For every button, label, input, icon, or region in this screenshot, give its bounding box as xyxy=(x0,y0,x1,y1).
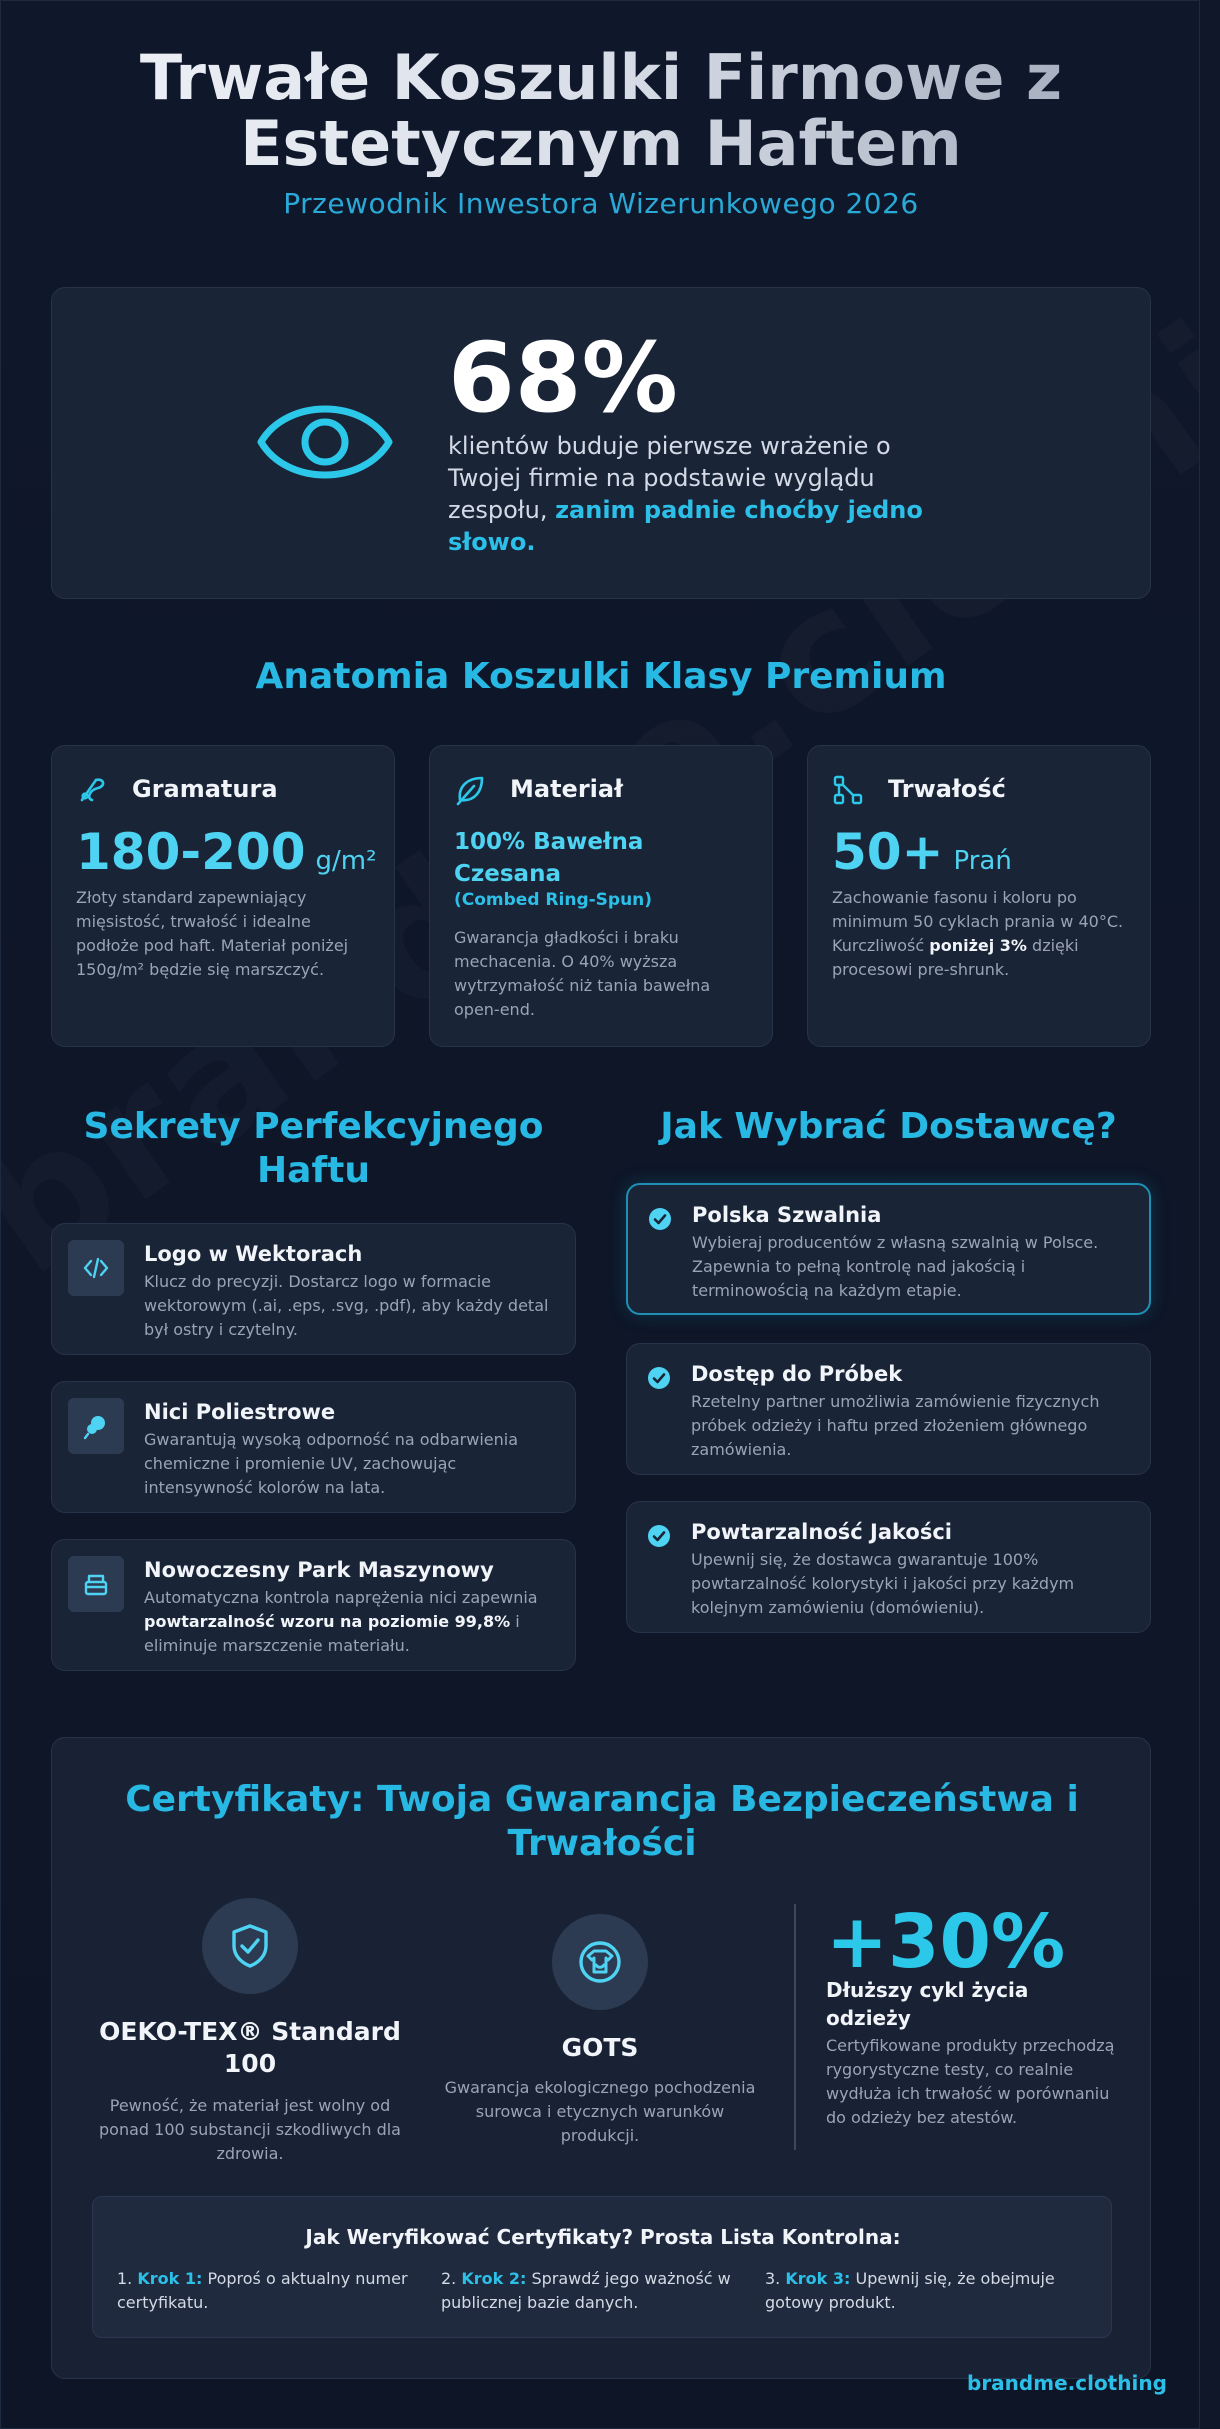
supplier-item xyxy=(626,1183,1151,1315)
embroidery-item xyxy=(51,1381,576,1513)
life-desc: Certyfikowane produkty przechodzą rygorystyczne testy, co realnie wydłuża ich trwałość w porównaniu do odzieży bez atestów. xyxy=(826,2036,1115,2127)
supplier-item xyxy=(626,1343,1151,1475)
checklist-step xyxy=(765,2267,1075,2315)
tshirt-icon xyxy=(576,1938,624,1986)
machine-icon xyxy=(82,1570,110,1598)
step-num: 2. xyxy=(441,2269,457,2288)
life-value: +30% xyxy=(826,1899,1066,1985)
eye-icon xyxy=(257,392,393,492)
checklist-step xyxy=(441,2267,751,2315)
icon-tile xyxy=(68,1398,124,1454)
supplier-title: Jak Wybrać Dostawcę? xyxy=(660,1106,1117,1147)
scissors-icon xyxy=(832,774,864,806)
step-text: Upewnij się, że obejmuje gotowy produkt. xyxy=(765,2269,1055,2312)
embroidery-item xyxy=(51,1223,576,1355)
embroidery-title: Sekrety Perfekcyjnego Haftu xyxy=(83,1106,544,1191)
card-title: Gramatura xyxy=(132,775,278,803)
card-subtitle: (Combed Ring-Spun) xyxy=(454,890,653,910)
code-icon xyxy=(82,1254,110,1282)
check-circle-icon xyxy=(647,1366,671,1390)
item-title: Nowoczesny Park Maszynowy xyxy=(144,1558,494,1582)
stat-value: 68% xyxy=(448,322,678,434)
title-line-1: Trwałe Koszulki Firmowe z xyxy=(139,41,1063,114)
supplier-item-desc: Rzetelny partner umożliwia zamówienie fizycznych próbek odzieży i haftu przed złożeniem głównego zamówienia. xyxy=(691,1392,1100,1459)
checklist-title: Jak Weryfikować Certyfikaty? Prosta Lista Kontrolna: xyxy=(305,2225,901,2249)
stat-text xyxy=(448,430,968,558)
certificates-panel xyxy=(51,1737,1151,2379)
stat-text-main: klientów buduje pierwsze wrażenie o Twojej firmie na podstawie wyglądu zespołu, xyxy=(448,432,891,524)
item-title: Nici Poliestrowe xyxy=(144,1400,336,1424)
item-desc-bold: powtarzalność wzoru na poziomie 99,8% xyxy=(144,1612,511,1631)
supplier-item-desc: Wybieraj producentów z własną szwalnią w Polsce. Zapewnia to pełną kontrolę nad jakością i terminowością na każdym etapie. xyxy=(692,1233,1099,1300)
card-value-number: 50+ xyxy=(832,823,944,881)
card-desc-pre: Zachowanie fasonu i koloru po minimum 50 cyklach prania w 40°C. Kurczliwość xyxy=(832,888,1124,955)
supplier-item-title: Powtarzalność Jakości xyxy=(691,1520,952,1544)
step-num: 3. xyxy=(765,2269,781,2288)
step-text: Poproś o aktualny numer certyfikatu. xyxy=(117,2269,408,2312)
card-material xyxy=(429,745,773,1047)
checklist-box xyxy=(92,2196,1112,2338)
leaf-icon xyxy=(454,774,486,806)
life-title: Dłuższy cykl życia odzieży xyxy=(826,1978,1029,2030)
step-text: Sprawdź jego ważność w publicznej bazie danych. xyxy=(441,2269,731,2312)
supplier-item-title: Polska Szwalnia xyxy=(692,1203,882,1227)
card-desc: Złoty standard zapewniający mięsistość, trwałość i idealne podłoże pod haft. Materiał poniżej 150g/m² będzie się marszczyć. xyxy=(76,888,349,979)
card-title: Trwałość xyxy=(888,775,1006,803)
card-unit: g/m² xyxy=(315,846,377,876)
step-num: 1. xyxy=(117,2269,133,2288)
item-desc: Klucz do precyzji. Dostarcz logo w formacie wektorowym (.ai, .eps, .svg, .pdf), aby każdy detal był ostry i czytelny. xyxy=(144,1272,549,1339)
page-subtitle: Przewodnik Inwestora Wizerunkowego 2026 xyxy=(283,187,919,220)
gots-badge xyxy=(552,1914,648,2010)
step-key: Krok 3: xyxy=(785,2269,851,2288)
item-desc xyxy=(144,1586,564,1658)
card-desc xyxy=(832,886,1132,982)
supplier-item xyxy=(626,1501,1151,1633)
step-key: Krok 1: xyxy=(137,2269,203,2288)
item-desc-pre: Automatyczna kontrola naprężenia nici zapewnia xyxy=(144,1588,538,1607)
brand-link[interactable]: brandme.clothing xyxy=(967,2371,1167,2395)
oeko-badge xyxy=(202,1898,298,1994)
check-circle-icon xyxy=(647,1524,671,1548)
item-desc-post: i eliminuje marszczenie materiału. xyxy=(144,1612,520,1655)
stat-panel xyxy=(51,287,1151,599)
gots-name: GOTS xyxy=(561,2033,639,2062)
card-value-number: 180-200 xyxy=(76,823,306,881)
card-value xyxy=(832,822,1012,891)
page-title xyxy=(1,41,1200,180)
gots-desc: Gwarancja ekologicznego pochodzenia surowca i etycznych warunków produkcji. xyxy=(444,2078,756,2145)
item-title: Logo w Wektorach xyxy=(144,1242,363,1266)
check-circle-icon xyxy=(648,1207,672,1231)
card-title: Materiał xyxy=(510,775,623,803)
item-desc: Gwarantują wysoką odporność na odbarwienia chemiczne i promienie UV, zachowując intensywność kolorów na lata. xyxy=(144,1430,519,1497)
oeko-name: OEKO-TEX® Standard 100 xyxy=(99,2017,401,2078)
card-desc: Gwarancja gładkości i braku mechacenia. O 40% wyższa wytrzymałość niż tania bawełna open-end. xyxy=(454,928,711,1019)
supplier-item-desc: Upewnij się, że dostawca gwarantuje 100% powtarzalność kolorystyki i jakości przy każdym kolejnym zamówieniu (domówieniu). xyxy=(691,1550,1075,1617)
anatomy-title: Anatomia Koszulki Klasy Premium xyxy=(255,656,947,697)
icon-tile xyxy=(68,1556,124,1612)
card-desc-post: dzięki procesowi pre-shrunk. xyxy=(832,936,1079,979)
thread-needle-icon xyxy=(76,774,108,806)
card-trwalosc xyxy=(807,745,1151,1047)
stat-text-highlight: zanim padnie choćby jedno słowo. xyxy=(448,496,923,556)
yarn-icon xyxy=(82,1412,110,1440)
card-desc-bold: poniżej 3% xyxy=(929,936,1027,955)
card-value: 100% Bawełna Czesana xyxy=(454,829,644,887)
shield-check-icon xyxy=(226,1922,274,1970)
embroidery-item xyxy=(51,1539,576,1671)
step-key: Krok 2: xyxy=(461,2269,527,2288)
icon-tile xyxy=(68,1240,124,1296)
title-line-2: Estetycznym Haftem xyxy=(240,107,962,180)
oeko-desc: Pewność, że materiał jest wolny od ponad 100 substancji szkodliwych dla zdrowia. xyxy=(99,2096,401,2163)
certificates-title: Certyfikaty: Twoja Gwarancja Bezpieczeństwa i Trwałości xyxy=(125,1779,1079,1864)
checklist-step xyxy=(117,2267,427,2315)
card-value xyxy=(76,822,377,891)
divider xyxy=(794,1904,796,2150)
supplier-item-title: Dostęp do Próbek xyxy=(691,1362,903,1386)
card-unit: Prań xyxy=(953,846,1012,876)
card-gramatura xyxy=(51,745,395,1047)
